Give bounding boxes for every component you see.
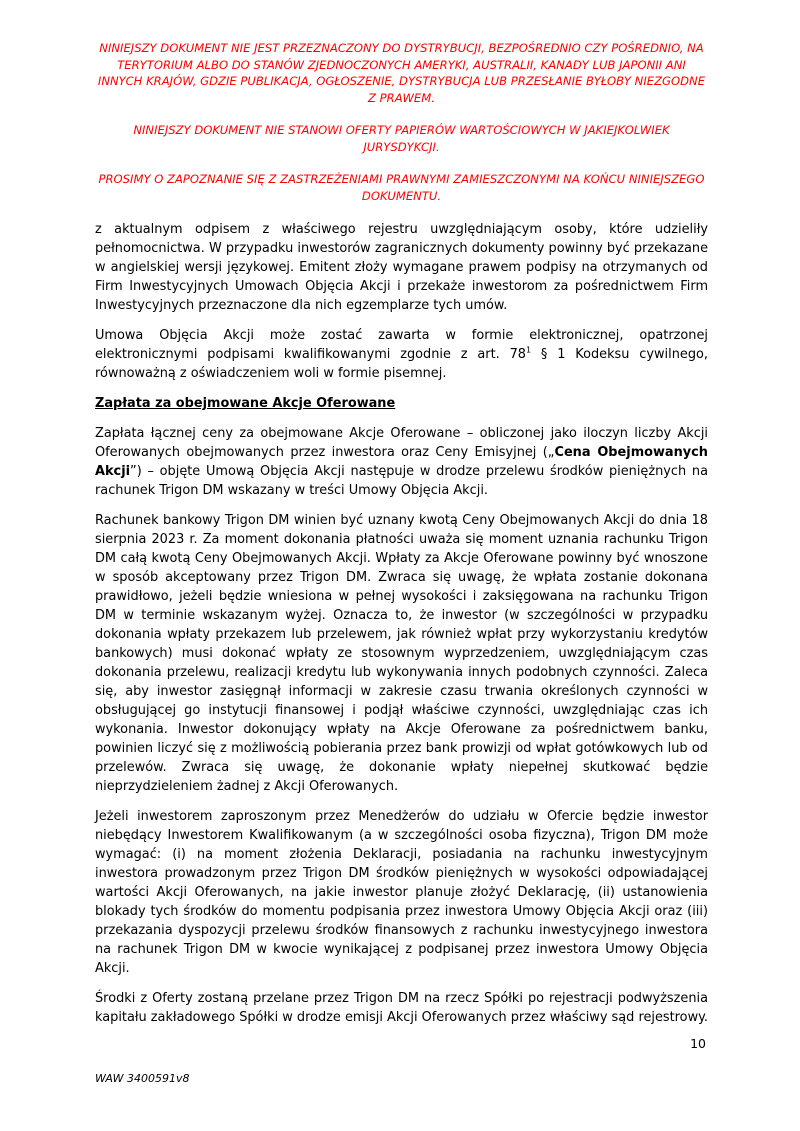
disclaimer-paragraph: NINIEJSZY DOKUMENT NIE JEST PRZEZNACZONY DO DYSTRYBUCJI, BEZPOŚREDNIO CZY POŚREDNIO, NA TERYTORIUM ALBO DO STANÓW ZJEDNOCZONYCH AMERYKI, AUSTRALII, KANADY LUB JAPONII ANI INNYCH KRAJÓW, GDZIE PUBLIKACJA, OGŁOSZENIE, DYSTRYBUCJA LUB PRZESŁANIE BYŁOBY NIEZGODNE Z PRAWEM.	[97, 41, 706, 105]
disclaimer-paragraph: PROSIMY O ZAPOZNANIE SIĘ Z ZASTRZEŻENIAMI PRAWNYMI ZAMIESZCZONYMI NA KOŃCU NINIEJSZEGO DOKUMENTU.	[98, 172, 705, 203]
body-paragraph: z aktualnym odpisem z właściwego rejestru uwzględniającym osoby, które udzieliły pełnomocnictwa. W przypadku inwestorów zagranicznych dokumenty powinny być przekazane w angielskiej wersji językowej. Emitent złoży wymagane prawem podpisy na otrzymanych od Firm Inwestycyjnych Umowach Objęcia Akcji i przekaże inwestorom za pośrednictwem Firm Inwestycyjnych przeznaczone dla nich egzemplarze tych umów.	[95, 222, 708, 313]
body-paragraph: Środki z Oferty zostaną przelane przez Trigon DM na rzecz Spółki po rejestracji podwyższenia kapitału zakładowego Spółki w drodze emisji Akcji Oferowanych przez właściwy sąd rejestrowy.	[95, 991, 709, 1025]
disclaimer-paragraph: NINIEJSZY DOKUMENT NIE STANOWI OFERTY PAPIERÓW WARTOŚCIOWYCH W JAKIEJKOLWIEK JURYSDYKCJI.	[133, 123, 670, 154]
body-paragraph: Umowa Objęcia Akcji może zostać zawarta w formie elektronicznej, opatrzonej elektronicznymi podpisami kwalifikowanymi zgodnie z art. $78^1$ § 1 Kodeksu cywilnego, równoważną z oświadczeniem woli w formie pisemnej.	[95, 328, 708, 381]
disclaimer-section	[95, 40, 708, 204]
document-footer-id: WAW 3400591v8	[95, 1072, 190, 1085]
body-paragraph: Zapłata łącznej ceny za obejmowane Akcje Oferowane – obliczonej jako iloczyn liczby Akcji Oferowanych obejmowanych przez inwestora oraz Ceny Emisyjnej („Cena Obejmowanych Akcji”) – objęte Umową Objęcia Akcji następuje w drodze przelewu środków pieniężnych na rachunek Trigon DM wskazany w treści Umowy Objęcia Akcji.	[95, 426, 708, 498]
body-paragraph: Jeżeli inwestorem zaproszonym przez Menedżerów do udziału w Ofercie będzie inwestor niebędący Inwestorem Kwalifikowanym (a w szczególności osoba fizyczna), Trigon DM może wymagać: (i) na moment złożenia Deklaracji, posiadania na rachunku inwestycyjnym inwestora prowadzonym przez Trigon DM środków pieniężnych w wysokości odpowiadającej wartości Akcji Oferowanych, na jakie inwestor planuje złożyć Deklarację, (ii) ustanowienia blokady tych środków do momentu podpisania przez inwestora Umowy Objęcia Akcji oraz (iii) przekazania dyspozycji przelewu środków finansowych z rachunku inwestycyjnego inwestora na rachunek Trigon DM w kwocie wynikającej z podpisanej przez inwestora Umowy Objęcia Akcji.	[95, 809, 708, 976]
page-number: 10	[690, 1036, 706, 1051]
document-body	[95, 220, 708, 1027]
body-paragraph: Rachunek bankowy Trigon DM winien być uznany kwotą Ceny Obejmowanych Akcji do dnia 18 sierpnia 2023 r. Za moment dokonania płatności uważa się moment uznania rachunku Trigon DM całą kwotą Ceny Obejmowanych Akcji. Wpłaty za Akcje Oferowane powinny być wnoszone w sposób akceptowany przez Trigon DM. Zwraca się uwagę, że wpłata zostanie dokonana prawidłowo, jeżeli będzie wniesiona w pełnej wysokości i zaksięgowana na rachunku Trigon DM w terminie wskazanym wyżej. Oznacza to, że inwestor (w szczególności w przypadku dokonania wpłaty przekazem lub przelewem, jak również wpłat przy wykorzystaniu kredytów bankowych) musi dokonać wpłaty ze stosownym wyprzedzeniem, uwzględniającym czas dokonania przelewu, realizacji kredytu lub wykonywania innych podobnych czynności. Zaleca się, aby inwestor zasięgnął informacji w zakresie czasu trwania określonych czynności w obsługującej go instytucji finansowej i podjął właściwe czynności, uwzględniając czas ich wykonania. Inwestor dokonujący wpłaty na Akcje Oferowane za pośrednictwem banku, powinien liczyć się z możliwością pobierania przez bank prowizji od wpłat gotówkowych lub od przelewów. Zwraca się uwagę, że dokonanie wpłaty niepełnej skutkować będzie nieprzydzieleniem żadnej z Akcji Oferowanych.	[95, 513, 708, 794]
section-heading: Zapłata za obejmowane Akcje Oferowane	[95, 396, 396, 411]
